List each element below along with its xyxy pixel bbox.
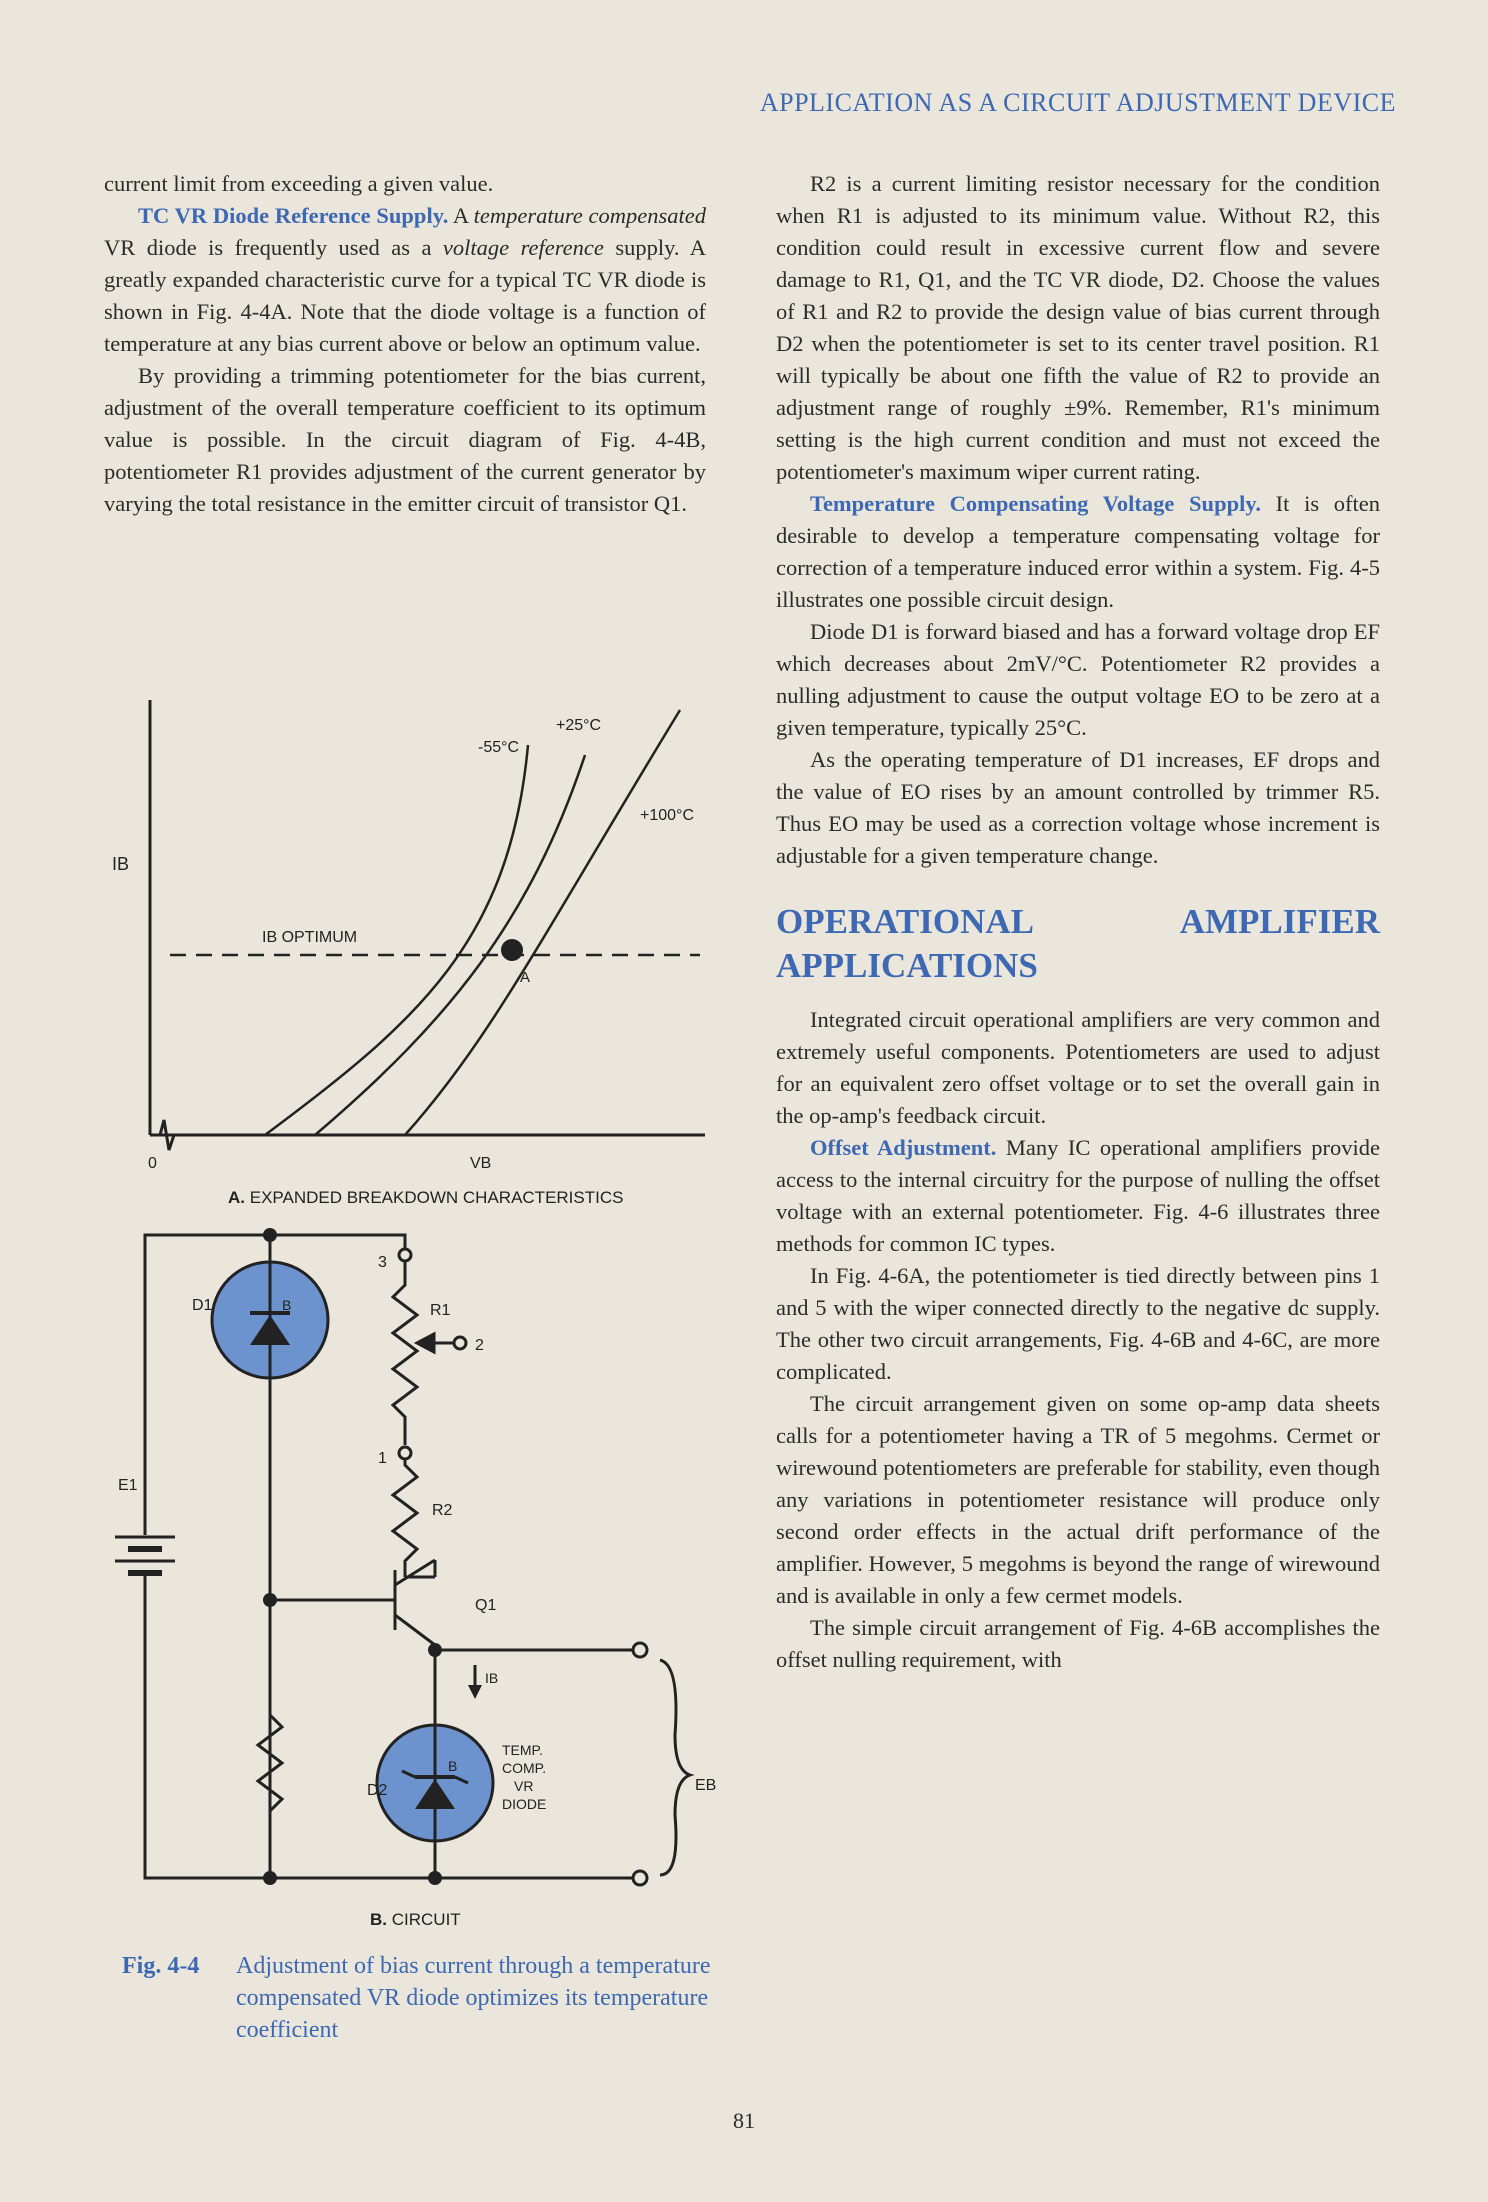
q1-label: Q1	[475, 1597, 497, 1614]
temp-label-1: TEMP.	[502, 1742, 543, 1758]
paragraph-lead: Temperature Compensating Voltage Supply.	[810, 491, 1261, 516]
optimum-label: IB OPTIMUM	[262, 929, 358, 946]
diode-b-label: B	[282, 1297, 292, 1313]
figure-4-4b-circuit	[90, 1215, 730, 1905]
paragraph: As the operating temperature of D1 increases, EF drops and the value of EO rises by an amount controlled by trimmer R5. Thus EO may be used as a correction voltage whose increment is adjustable for a given temperature change.	[776, 747, 1380, 868]
temp-label-4: DIODE	[502, 1796, 547, 1812]
paragraph: Diode D1 is forward biased and has a forward voltage drop EF which decreases about 2mV/°C. Potentiometer R2 provides a nulling adjustment to cause the output voltage EO to be zero at a given temperature, typically 25°C.	[776, 619, 1380, 740]
pin2-label: 2	[475, 1337, 484, 1354]
section-heading: OPERATIONAL AMPLIFIER APPLICATIONS	[776, 902, 1380, 985]
figure-number: Fig. 4-4	[122, 1953, 200, 1979]
paragraph: current limit from exceeding a given value.	[104, 171, 494, 196]
d2-label: D2	[367, 1782, 388, 1799]
diode-b-label-2: B	[448, 1758, 458, 1774]
y-axis-label: IB	[112, 854, 130, 874]
paragraph: The circuit arrangement given on some op-amp data sheets calls for a potentiometer having a TR of 5 megohms. Cermet or wirewound potentiometers are preferable for stability, even though any variations in potentiometer resistance will produce only second order effects in the actual drift performance of the amplifier. However, 5 megohms is beyond the range of wirewound and is available in only a few cermet models.	[776, 1391, 1380, 1608]
right-column-text	[776, 168, 1380, 1676]
eb-label: EB	[695, 1777, 717, 1794]
r1-label: R1	[430, 1302, 451, 1319]
page-number: 81	[733, 2108, 755, 2133]
left-column-text	[104, 168, 706, 520]
point-label: A	[520, 969, 531, 986]
d1-label: D1	[192, 1297, 213, 1314]
curve-label-minus55: -55°C	[478, 739, 520, 756]
pin3-label: 3	[378, 1254, 387, 1271]
paragraph: Integrated circuit operational amplifiers are very common and extremely useful components. Potentiometers are used to adjust for an equivalent zero offset voltage or to set the overall gain in the op-amp's feedback circuit.	[776, 1007, 1380, 1128]
curve-label-plus25: +25°C	[556, 717, 602, 734]
e1-label: E1	[118, 1477, 138, 1494]
running-header: APPLICATION AS A CIRCUIT ADJUSTMENT DEVICE	[759, 88, 1396, 117]
figure-caption-text: Adjustment of bias current through a temperature compensated VR diode optimizes its temperature coefficient	[236, 1953, 711, 2043]
temp-label-3: VR	[514, 1778, 534, 1794]
paragraph: By providing a trimming potentiometer for the bias current, adjustment of the overall temperature coefficient to its optimum value is possible. In the circuit diagram of Fig. 4-4B, potentiometer R1 provides adjustment of the current generator by varying the total resistance in the emitter circuit of transistor Q1.	[104, 363, 706, 516]
ib-label: IB	[485, 1670, 499, 1686]
figure-4-4a-graph	[90, 690, 730, 1220]
paragraph-lead: Offset Adjustment.	[810, 1135, 997, 1160]
temp-label-2: COMP.	[502, 1760, 547, 1776]
paragraph: R2 is a current limiting resistor necessary for the condition when R1 is adjusted to its minimum value. Without R2, this condition could result in excessive current flow and severe damage to R1, Q1, and the TC VR diode, D2. Choose the values of R1 and R2 to provide the design value of bias current through D2 when the potentiometer is set to its center travel position. R1 will typically be about one fifth the value of R2 to provide an adjustment range of roughly ±9%. Remember, R1's minimum setting is the high current condition and must not exceed the potentiometer's maximum wiper current rating.	[776, 171, 1380, 484]
paragraph: In Fig. 4-6A, the potentiometer is tied directly between pins 1 and 5 with the wiper connected directly to the negative dc supply. The other two circuit arrangements, Fig. 4-6B and 4-6C, are more complicated.	[776, 1263, 1380, 1384]
paragraph: TC VR Diode Reference Supply. A temperature compensated VR diode is frequently used as a voltage reference supply. A greatly expanded characteristic curve for a typical TC VR diode is shown in Fig. 4-4A. Note that the diode voltage is a function of temperature at any bias current above or below an optimum value.	[104, 203, 706, 356]
figure-a-caption: A. EXPANDED BREAKDOWN CHARACTERISTICS	[228, 1188, 624, 1207]
r2-label: R2	[432, 1502, 453, 1519]
paragraph: Temperature Compensating Voltage Supply. It is often desirable to develop a temperature compensating voltage for correction of a temperature induced error within a system. Fig. 4-5 illustrates one possible circuit design.	[776, 491, 1380, 612]
paragraph-lead: TC VR Diode Reference Supply.	[138, 203, 449, 228]
figure-caption	[122, 1950, 712, 2046]
paragraph: The simple circuit arrangement of Fig. 4-6B accomplishes the offset nulling requirement, with	[776, 1615, 1380, 1672]
figure-b-caption: B. CIRCUIT	[370, 1910, 461, 1929]
paragraph: Offset Adjustment. Many IC operational amplifiers provide access to the internal circuitry for the purpose of nulling the offset voltage with an external potentiometer. Fig. 4-6 illustrates three methods for common IC types.	[776, 1135, 1380, 1256]
origin-label: 0	[148, 1155, 157, 1172]
curve-label-plus100: +100°C	[640, 807, 694, 824]
pin1-label: 1	[378, 1450, 387, 1467]
x-axis-label: VB	[470, 1155, 492, 1172]
